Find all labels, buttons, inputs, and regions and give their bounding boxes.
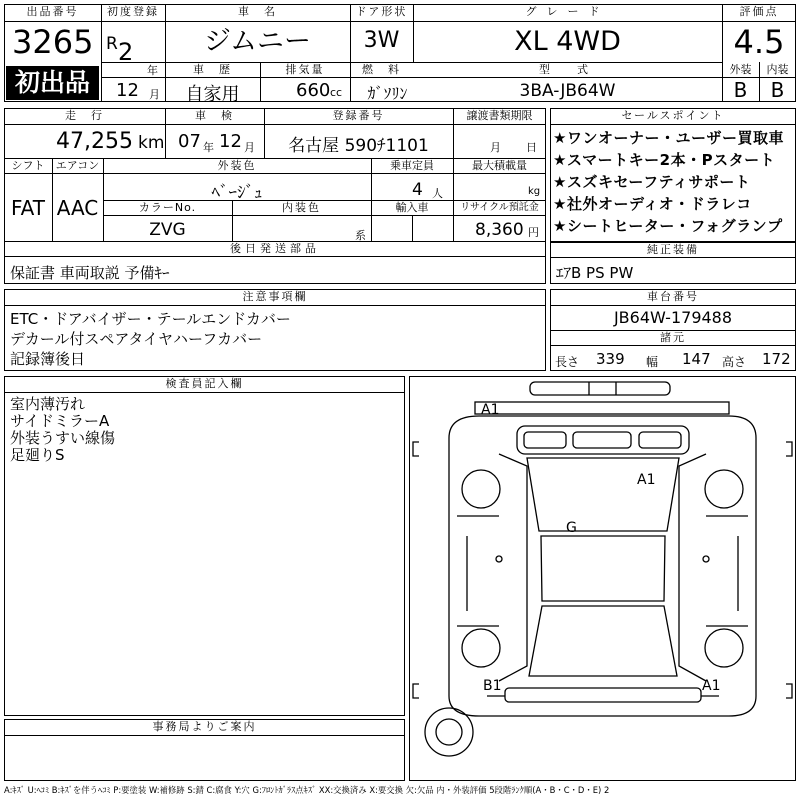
inspection-label: 車 検 (195, 109, 234, 122)
reg-year: 2 (118, 38, 134, 66)
transfer-month-unit: 月 (490, 141, 501, 154)
recycle-value: 8,360 (475, 220, 524, 240)
recycle-label: リサイクル預託金 (460, 202, 539, 213)
later-parts-value: 保証書 車両取説 予備ｷｰ (10, 264, 170, 282)
door-label: ドア形状 (355, 5, 408, 18)
insp-month-unit: 月 (244, 141, 255, 154)
sales-point-item: ★スマートキー2本・Pスタート (553, 151, 776, 169)
fuel-label: 燃 料 (362, 63, 401, 76)
displacement-label: 排気量 (285, 63, 325, 76)
car-name: ジムニー (204, 26, 311, 57)
damage-mark: A1 (481, 402, 500, 418)
color-value: ﾍﾞｰｼﾞｭ (211, 183, 263, 203)
name-label: 車 名 (238, 5, 277, 18)
equipment-value: ｴｱB PS PW (556, 264, 634, 282)
length-label: 長さ (555, 355, 580, 369)
lot-label: 出品番号 (26, 5, 79, 18)
damage-mark: G (566, 520, 577, 536)
grade-label: グレード (525, 5, 610, 18)
later-parts-label: 後日発送部品 (230, 242, 320, 255)
insp-year: 07 (178, 131, 201, 152)
inspector-line: サイドミラーA (10, 412, 110, 430)
int-color-unit: 系 (355, 229, 366, 242)
history-value: 自家用 (185, 84, 240, 105)
sales-point-item: ★社外オーディオ・ドラレコ (553, 195, 752, 213)
caution-line: デカール付スペアタイヤハーフカバー (10, 330, 263, 348)
caution-line: 記録簿後日 (10, 350, 86, 368)
capacity-unit: 人 (432, 187, 443, 200)
inspector-lines (10, 396, 390, 464)
mileage-unit: km (138, 133, 165, 153)
insp-month: 12 (219, 131, 242, 152)
height-value: 172 (762, 350, 791, 368)
capacity-value: 4 (412, 180, 423, 200)
reg-era: R (106, 34, 118, 54)
ac-value: AAC (56, 196, 99, 220)
int-color-label: 内装色 (282, 201, 321, 214)
office-label: 事務局よりご案内 (152, 720, 257, 733)
damage-mark: A1 (702, 678, 721, 694)
legend-text: A:ｷｽﾞ U:ﾍｺﾐ B:ｷｽﾞを伴うﾍｺﾐ P:要塗装 W:補修跡 S:錆 C:腐食 Y:穴 G:ﾌﾛﾝﾄｶﾞﾗｽ点ｷｽﾞ XX:交換済み X:要交換 欠:欠品 内・外装評価 5段階ﾗﾝｸ順(A・B・C・D・E) 2 (4, 785, 610, 795)
height-label: 高さ (722, 355, 747, 369)
load-label: 最大積載量 (472, 159, 527, 172)
fuel-value: ｶﾞｿﾘﾝ (367, 84, 408, 103)
color-no-label: カラーNo. (138, 201, 197, 214)
shift-label: シフト (11, 159, 45, 172)
exterior-grade: B (733, 78, 748, 102)
damage-mark: B1 (483, 678, 502, 694)
displacement-unit: cc (330, 86, 343, 99)
reg-label: 初度登録 (107, 5, 159, 18)
plate-label: 登録番号 (332, 109, 385, 122)
score-label: 評価点 (739, 5, 779, 18)
color-no-value: ZVG (149, 220, 186, 240)
plate-value: 名古屋 590ﾁ1101 (288, 136, 429, 156)
inspector-label: 検査員記入欄 (165, 377, 244, 390)
caution-line: ETC・ドアバイザー・テールエンドカバー (10, 310, 291, 328)
cautions-lines (10, 309, 540, 369)
lot-number: 3265 (12, 23, 94, 61)
inspector-line: 室内薄汚れ (10, 395, 86, 413)
dimensions-label: 諸元 (660, 331, 686, 344)
shift-value: FAT (10, 196, 45, 220)
reg-year-unit: 年 (147, 64, 158, 77)
chassis-value: JB64W-179488 (613, 308, 733, 327)
recycle-unit: 円 (528, 226, 539, 239)
sales-point-item: ★スズキセーフティサポート (553, 173, 751, 191)
transfer-day-unit: 日 (526, 141, 537, 154)
cautions-label: 注意事項欄 (242, 290, 308, 303)
length-value: 339 (596, 350, 625, 368)
sales-points-label: セールスポイント (621, 109, 725, 122)
mileage-value: 47,255 (56, 129, 133, 154)
inspector-line: 外装うすい線傷 (10, 429, 116, 447)
reg-month-unit: 月 (149, 88, 160, 101)
transfer-label: 譲渡書類期限 (466, 109, 533, 122)
model-label: 型 式 (539, 63, 596, 76)
width-label: 幅 (646, 355, 659, 369)
door-value: 3W (363, 28, 400, 53)
exterior-label: 外装 (729, 63, 752, 76)
equipment-label: 純正装備 (647, 243, 699, 256)
width-value: 147 (682, 350, 711, 368)
interior-grade: B (770, 78, 785, 102)
model-value: 3BA-JB64W (519, 81, 616, 101)
grade-value: XL 4WD (514, 26, 621, 57)
ac-label: エアコン (55, 159, 100, 172)
load-unit: kg (528, 186, 541, 197)
displacement-value: 660 (296, 80, 331, 101)
interior-label: 内装 (766, 63, 789, 76)
capacity-label: 乗車定員 (390, 159, 434, 172)
sales-points-list (553, 127, 797, 237)
chassis-label: 車台番号 (647, 290, 699, 303)
reg-month: 12 (116, 80, 139, 101)
sales-point-item: ★シートヒーター・フォグランプ (553, 217, 783, 235)
mileage-label: 走 行 (65, 109, 104, 122)
insp-year-unit: 年 (203, 141, 214, 154)
first-listing-text: 初出品 (14, 68, 90, 97)
car-diagram (409, 376, 796, 781)
sales-point-item: ★ワンオーナー・ユーザー買取車 (553, 129, 784, 147)
score-value: 4.5 (733, 23, 785, 61)
color-label: 外装色 (217, 159, 257, 172)
damage-mark: A1 (637, 472, 656, 488)
import-label: 輸入車 (395, 201, 429, 214)
inspector-line: 足廻りS (10, 446, 65, 464)
history-label: 車 歴 (193, 63, 232, 76)
